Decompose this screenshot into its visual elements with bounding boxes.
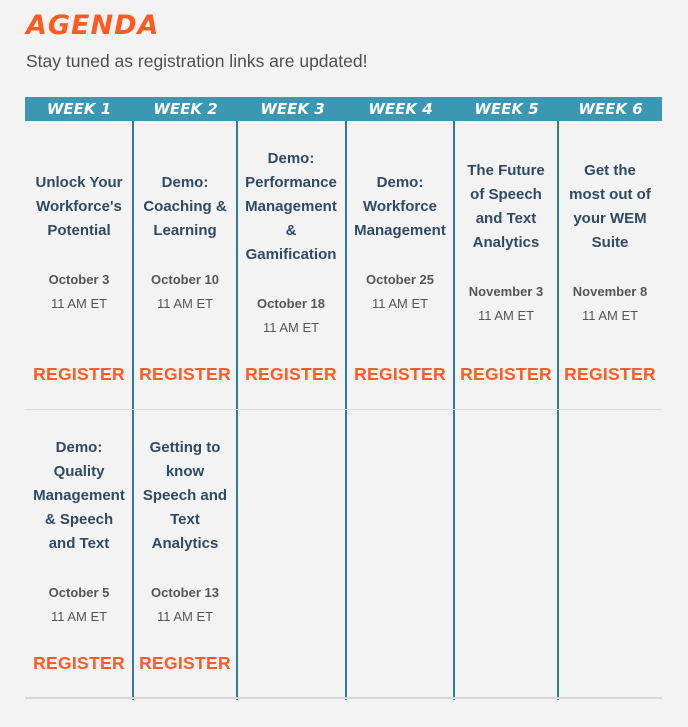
- session-title-line: and Text: [475, 210, 537, 227]
- session-cell: [25, 436, 133, 629]
- session-title-line: know: [165, 463, 205, 480]
- session-title-line: Gamification: [245, 246, 337, 263]
- session-time: 11 AM ET: [50, 296, 108, 311]
- session-date: October 18: [257, 296, 325, 311]
- register-link[interactable]: REGISTER: [564, 364, 656, 384]
- session-time: 11 AM ET: [156, 296, 214, 311]
- session-title-line: most out of: [569, 186, 651, 203]
- session-title-line: your WEM: [573, 210, 647, 227]
- session-cell: [346, 171, 454, 316]
- session-date: October 10: [151, 272, 219, 287]
- session-time: 11 AM ET: [581, 308, 639, 323]
- register-link[interactable]: REGISTER: [460, 364, 552, 384]
- session-time: 11 AM ET: [477, 308, 535, 323]
- session-time: 11 AM ET: [156, 609, 214, 624]
- session-date: October 3: [48, 272, 110, 287]
- session-date: October 5: [48, 585, 110, 600]
- session-title-line: Management: [33, 487, 125, 504]
- session-title-line: Learning: [153, 222, 217, 239]
- session-title-line: & Speech: [44, 511, 114, 528]
- session-title-line: Demo:: [376, 174, 424, 191]
- session-title-line: and Text: [48, 535, 110, 552]
- session-cell: [556, 159, 664, 328]
- session-title-line: Demo:: [161, 174, 209, 191]
- session-date: October 13: [151, 585, 219, 600]
- week-4-header: WEEK 4: [368, 100, 433, 118]
- week-2-header: WEEK 2: [153, 100, 218, 118]
- register-link[interactable]: REGISTER: [245, 364, 337, 384]
- week-5-header: WEEK 5: [474, 100, 539, 118]
- page-title: AGENDA: [26, 10, 160, 41]
- session-time: 11 AM ET: [50, 609, 108, 624]
- week-header-row: [25, 97, 662, 121]
- session-title-line: Analytics: [472, 234, 540, 251]
- session-cell: [452, 159, 560, 328]
- session-title-line: Management: [354, 222, 446, 239]
- session-title-line: Analytics: [151, 535, 219, 552]
- session-title-line: Get the: [584, 162, 636, 179]
- session-title-line: Performance: [245, 174, 337, 191]
- session-cell: [131, 436, 239, 629]
- register-link[interactable]: REGISTER: [354, 364, 446, 384]
- session-date: November 3: [468, 284, 544, 299]
- session-title-line: Workforce's: [36, 198, 122, 215]
- register-link[interactable]: REGISTER: [33, 364, 125, 384]
- session-cell: [131, 171, 239, 316]
- session-title-line: Workforce: [363, 198, 437, 215]
- session-title-line: Coaching &: [143, 198, 227, 215]
- session-title-line: Potential: [47, 222, 111, 239]
- session-title-line: of Speech: [470, 186, 542, 203]
- session-title-line: Quality: [53, 463, 105, 480]
- grid-bottom-border: [25, 697, 662, 699]
- page-subtitle: Stay tuned as registration links are updated!: [26, 51, 368, 71]
- session-date: October 25: [366, 272, 434, 287]
- week-6-header: WEEK 6: [578, 100, 643, 118]
- session-cell: [25, 171, 133, 316]
- session-cell: [237, 147, 345, 340]
- session-title-line: Text: [170, 511, 200, 528]
- week-1-header: WEEK 1: [46, 100, 112, 118]
- register-link[interactable]: REGISTER: [33, 653, 125, 673]
- session-date: November 8: [572, 284, 648, 299]
- session-title-line: The Future: [467, 162, 545, 179]
- register-link[interactable]: REGISTER: [139, 364, 231, 384]
- session-title-line: Speech and: [142, 487, 228, 504]
- week-3-header: WEEK 3: [260, 100, 325, 118]
- session-title-line: Suite: [591, 234, 629, 251]
- session-title-line: Demo:: [55, 439, 103, 456]
- session-title-line: Management: [245, 198, 337, 215]
- session-title-line: &: [285, 222, 297, 239]
- session-title-line: Unlock Your: [35, 174, 123, 191]
- row-divider: [25, 409, 662, 410]
- session-time: 11 AM ET: [371, 296, 429, 311]
- session-time: 11 AM ET: [262, 320, 320, 335]
- register-link[interactable]: REGISTER: [139, 653, 231, 673]
- session-title-line: Getting to: [149, 439, 221, 456]
- session-title-line: Demo:: [267, 150, 315, 167]
